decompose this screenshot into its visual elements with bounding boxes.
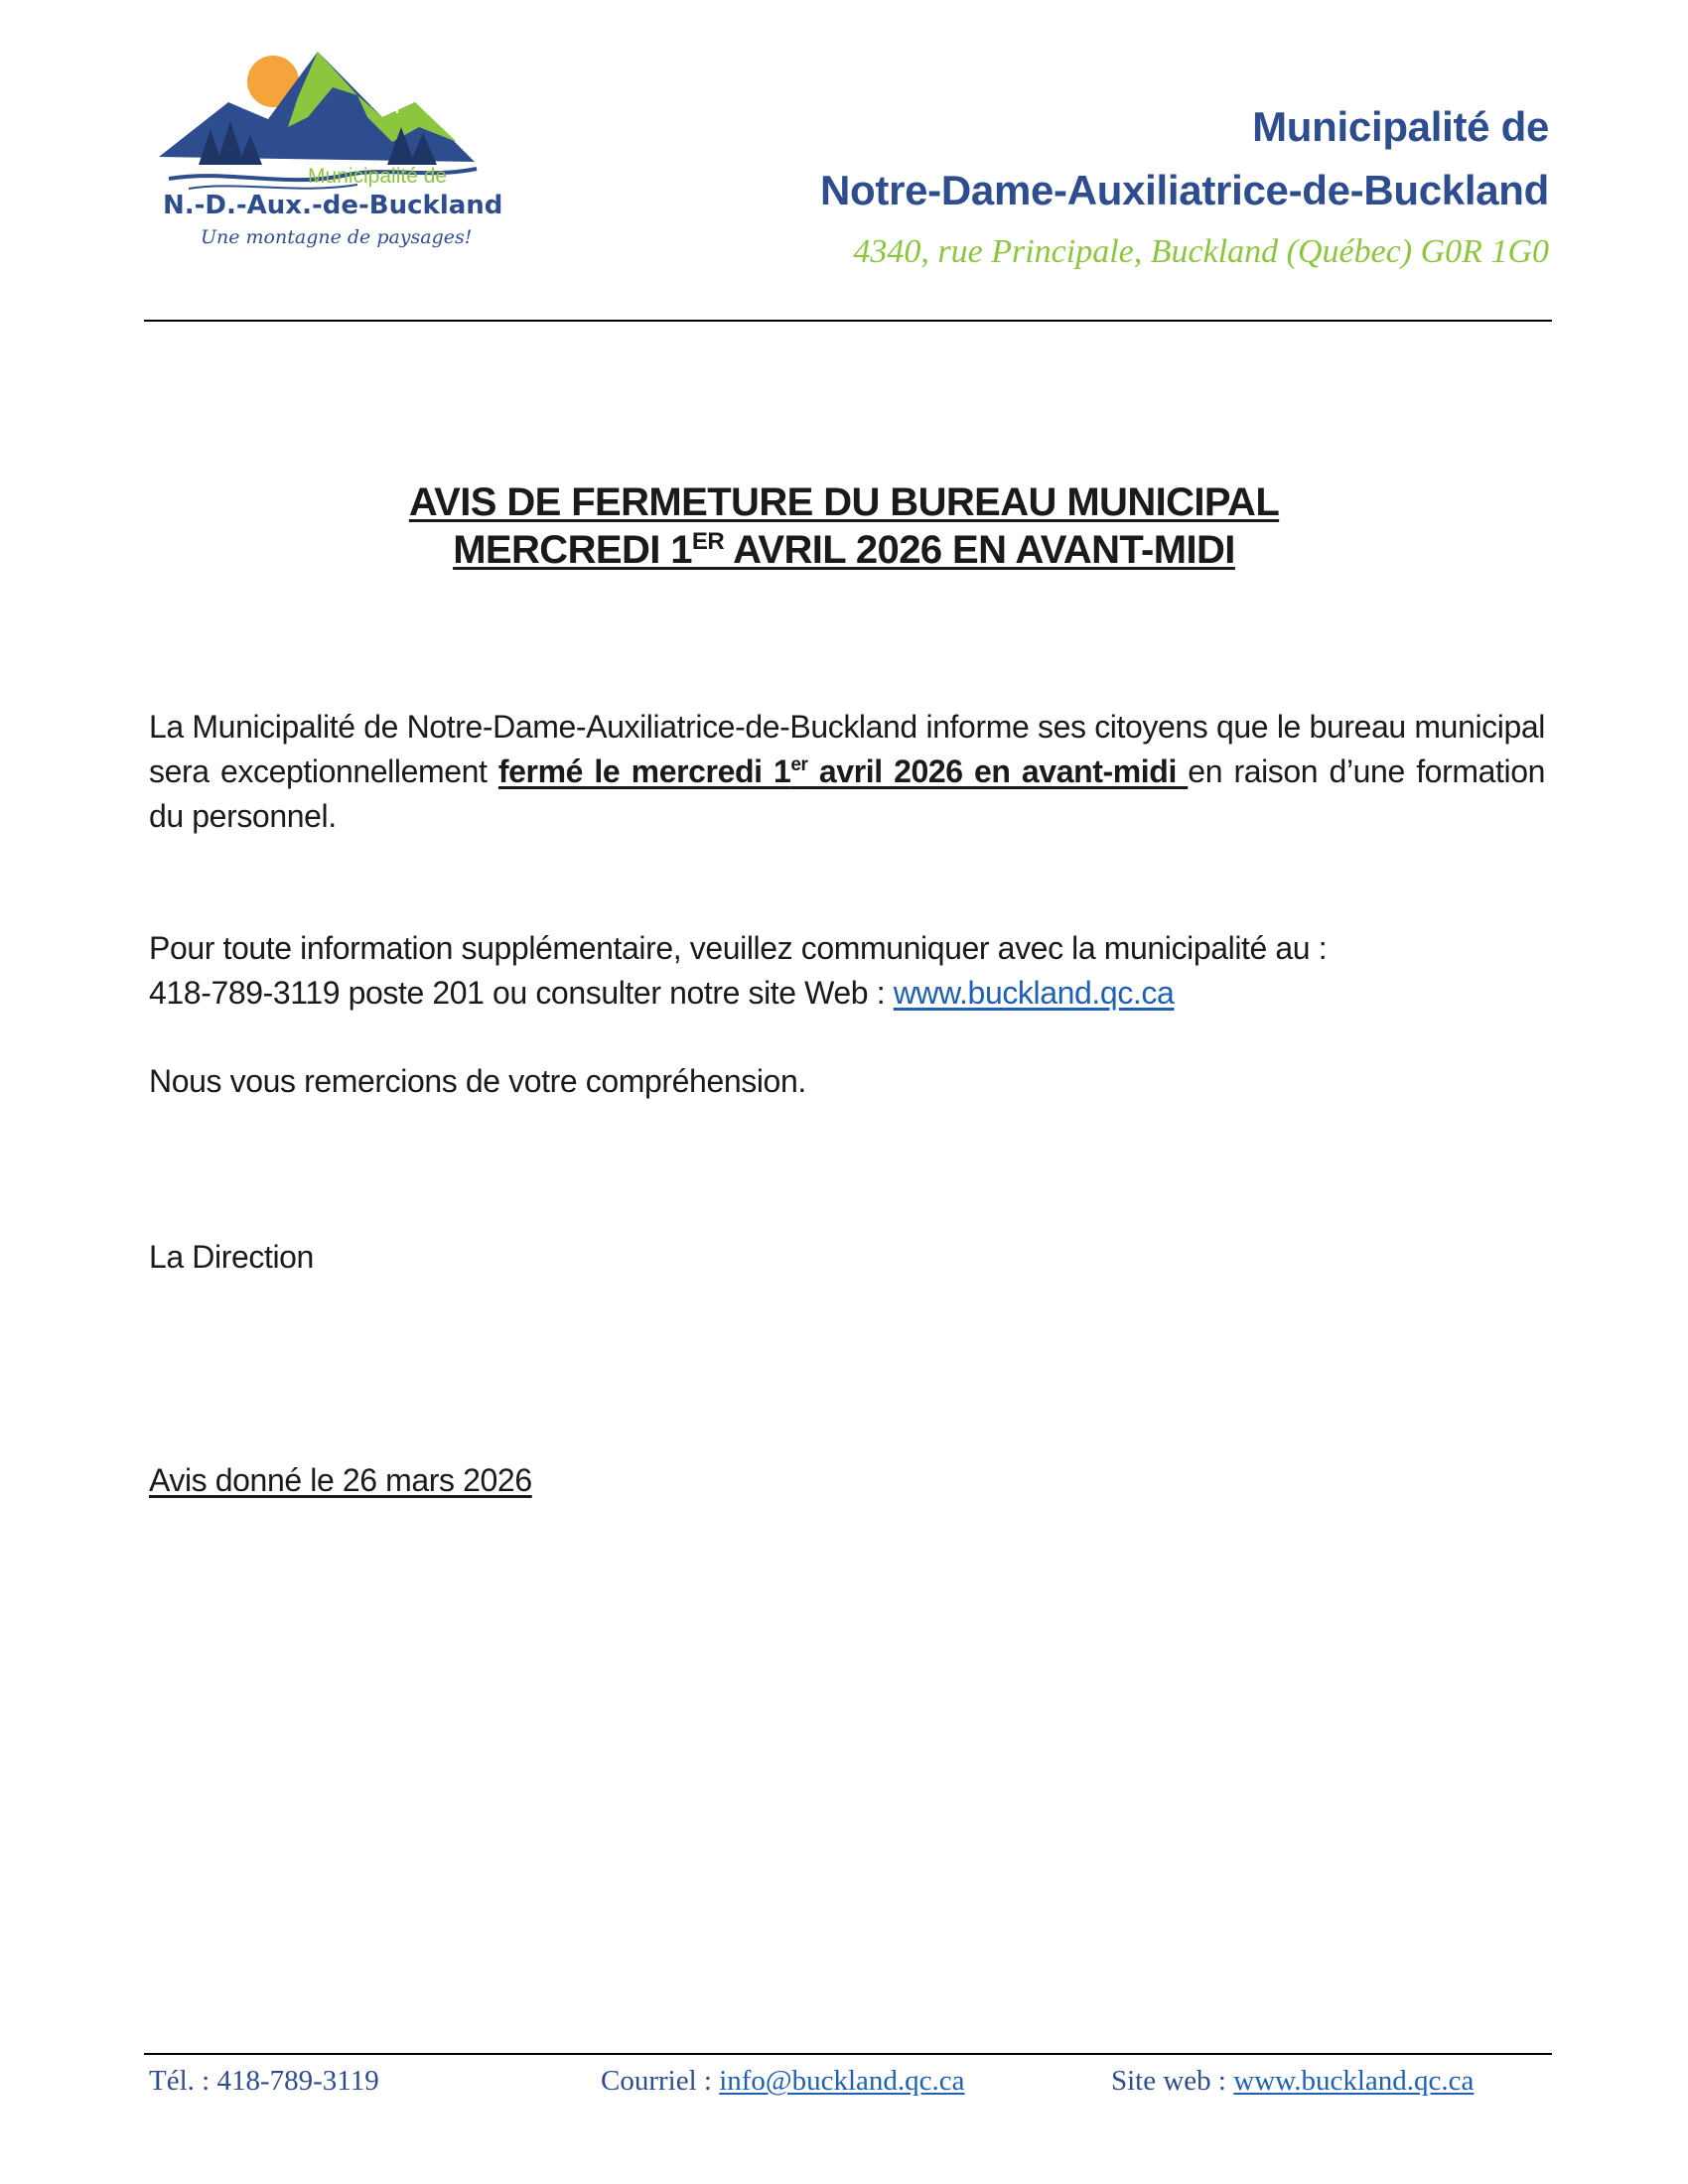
org-address: 4340, rue Principale, Buckland (Québec) G0R 1G0 [853,233,1549,270]
closure-emphasis-end: avril 2026 en avant-midi [807,753,1189,789]
notice-paragraph [149,705,1545,839]
paragraph-text: La Municipalité de Notre-Dame-Auxiliatrice-de-Buckland informe ses citoyens que le bureau municipal sera exceptionnellement [149,709,1545,789]
footer-divider [144,2053,1552,2055]
org-name-line2: Notre-Dame-Auxiliatrice-de-Buckland [820,167,1549,213]
closure-emphasis-sup: er [790,754,808,775]
closure-emphasis [498,753,1188,789]
header-divider [144,320,1552,322]
footer-phone [149,2061,379,2101]
org-name-line1: Municipalité de [1252,103,1549,150]
footer-website-label: Site web : [1111,2065,1234,2097]
signature: La Direction [149,1239,314,1275]
title-line2-sup: ER [691,528,725,555]
notice-date-text: Avis donné le 26 mars 2026 [149,1462,532,1498]
footer-email-label: Courriel : [601,2065,720,2097]
logo-tagline: Une montagne de paysages! [201,226,473,248]
logo-name: N.-D.-Aux.-de-Buckland [163,191,503,220]
footer-website [1111,2061,1474,2101]
footer-email-link[interactable]: info@buckland.qc.ca [719,2065,965,2097]
thanks-paragraph: Nous vous remercions de votre compréhension. [149,1063,806,1099]
footer-phone-label: Tél. : [149,2065,217,2097]
title-line2-start: MERCREDI 1 [453,528,692,572]
contact-paragraph [149,926,1545,1016]
contact-line1: Pour toute information supplémentaire, veuillez communiquer avec la municipalité au : [149,930,1328,966]
contact-line2-text: 418-789-3119 poste 201 ou consulter notre site Web : [149,975,894,1011]
municipality-logo [159,48,503,256]
title-line1: AVIS DE FERMETURE DU BUREAU MUNICIPAL [408,480,1280,524]
footer-phone-value: 418-789-3119 [216,2065,379,2097]
contact-line2 [149,971,1545,1016]
notice-title [0,478,1688,574]
notice-date [149,1458,1545,1503]
footer-website-link[interactable]: www.buckland.qc.ca [1233,2065,1475,2097]
paragraph-text-end: en raison d’une formation du personnel. [149,753,1545,834]
closure-emphasis-start: fermé le mercredi 1 [497,753,791,789]
logo-subtitle: Municipalité de [308,165,448,188]
letterhead [820,95,1549,282]
title-line2-end: AVRIL 2026 EN AVANT-MIDI [724,528,1235,572]
footer-email [601,2061,965,2101]
title-line2 [453,528,1235,572]
website-link[interactable]: www.buckland.qc.ca [893,975,1175,1011]
